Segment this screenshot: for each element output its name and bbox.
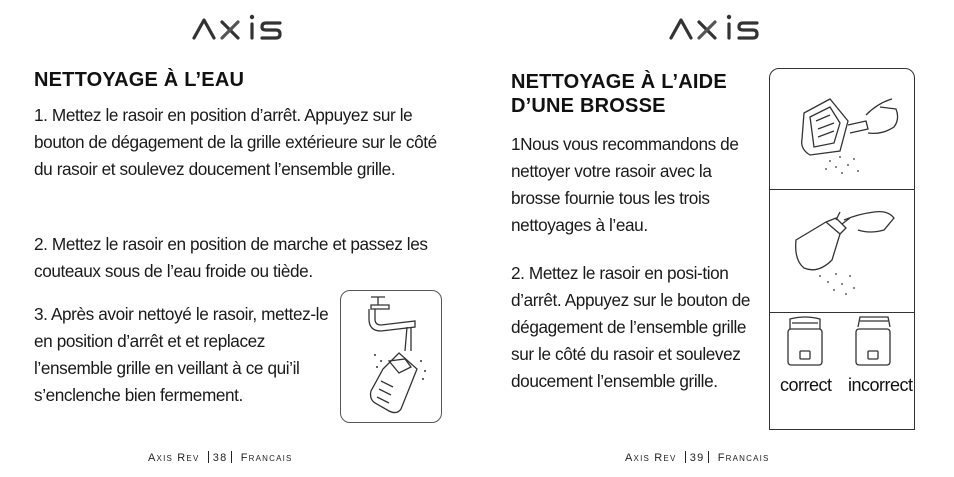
instruction-step-1: 1Nous vous recommandons de nettoyer votre rasoir avec la brosse fournie tous les trois nettoyages à l’eau. xyxy=(511,134,739,235)
footer-page-number: 38 xyxy=(212,452,228,464)
label-incorrect: incorrect xyxy=(848,375,913,395)
label-correct: correct xyxy=(780,375,832,395)
footer-page-number: 39 xyxy=(689,452,705,464)
footer-brand: Axis Rev xyxy=(625,452,677,464)
grille-correct-incorrect-icon xyxy=(770,313,914,373)
rinse-under-tap-illustration xyxy=(340,290,442,423)
grille-assembly-comparison xyxy=(769,312,915,430)
instruction-step-2: 2. Mettez le rasoir en position de marche et passez les couteaux sous de l’eau froide ou tiède. xyxy=(34,234,428,281)
axis-logo xyxy=(667,12,767,42)
footer-separator xyxy=(208,451,209,463)
footer-separator xyxy=(708,451,709,463)
footer-language: Francais xyxy=(240,452,293,464)
section-heading-water-cleaning: NETTOYAGE À L’EAU xyxy=(34,69,245,91)
instruction-step-2: 2. Mettez le rasoir en posi-tion d’arrêt. Appuyez sur le bouton de dégagement de l’ensemble grille sur le côté du rasoir et soulevez doucement l’ensemble grille. xyxy=(511,263,751,391)
faucet-shaver-icon xyxy=(341,291,441,422)
page-footer-38 xyxy=(148,451,293,464)
footer-language: Francais xyxy=(717,452,770,464)
axis-logo xyxy=(190,12,290,42)
footer-brand: Axis Rev xyxy=(148,452,200,464)
brush-cutter-icon xyxy=(770,190,914,312)
instruction-step-1: 1. Mettez le rasoir en position d’arrêt. Appuyez sur le bouton de dégagement de la grille extérieure sur le côté du rasoir et soulevez doucement l’ensemble grille. xyxy=(34,105,437,179)
brush-cleaning-illustration-1 xyxy=(769,68,915,190)
brush-cleaning-illustration-2 xyxy=(769,189,915,313)
section-heading-brush-cleaning: NETTOYAGE À L’AIDE D’UNE BROSSE xyxy=(511,71,727,117)
footer-separator xyxy=(231,451,232,463)
footer-separator xyxy=(685,451,686,463)
brush-head-icon xyxy=(770,69,914,189)
right-page xyxy=(477,0,954,477)
instruction-step-3: 3. Après avoir nettoyé le rasoir, mettez-le en position d’arrêt et et replacez l’ensemble grille en veillant à ce qui’il s’enclenche bien fermement. xyxy=(34,304,329,405)
page-footer-39 xyxy=(625,451,770,464)
